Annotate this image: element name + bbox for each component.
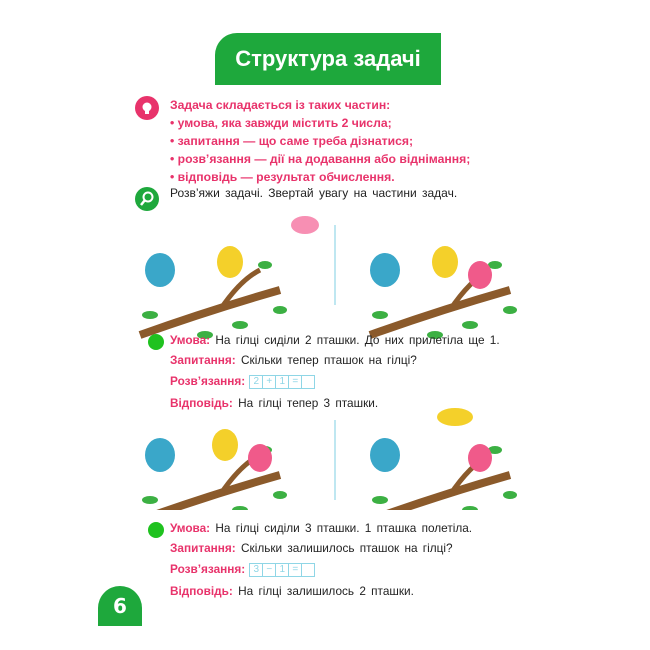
condition-text: На гілці сиділи 3 пташки. 1 пташка полетіла. [215, 521, 473, 535]
condition-text: На гілці сиділи 2 пташки. До них прилетіла ще 1. [215, 333, 500, 347]
solution-cell: = [288, 563, 302, 577]
page-title: Структура задачі [215, 33, 441, 85]
answer-text: На гілці залишилось 2 пташки. [238, 583, 414, 598]
solution-boxes [249, 563, 314, 577]
task-instruction: Розв’яжи задачі. Звертай увагу на частини задач. [170, 186, 458, 200]
flying-bird [291, 216, 319, 234]
solution-cell: = [288, 375, 302, 389]
solution-cell: 1 [275, 563, 289, 577]
scene-4 [370, 438, 517, 510]
lightbulb-icon [135, 96, 159, 120]
solution-cell: − [262, 563, 276, 577]
scene-2 [370, 246, 517, 339]
problem-bullet [148, 334, 164, 350]
rule-item: • умова, яка завжди містить 2 числа; [170, 116, 392, 130]
answer-label: Відповідь: [170, 583, 233, 598]
solution-cell [301, 563, 315, 577]
condition-label: Умова: [170, 333, 211, 347]
scene-3 [140, 429, 287, 510]
solution-cell: 1 [275, 375, 289, 389]
scene-1 [140, 246, 287, 339]
solution-cell: + [262, 375, 276, 389]
problem-1 [170, 331, 500, 413]
rule-heading: Задача складається із таких частин: [170, 98, 391, 112]
answer-text: На гілці тепер 3 пташки. [238, 395, 379, 410]
question-text: Скільки залишилось пташок на гілці? [241, 540, 453, 555]
problem-2 [170, 519, 472, 601]
page-number: 6 [98, 586, 142, 626]
answer-label: Відповідь: [170, 395, 233, 410]
solution-label: Розв’язання: [170, 374, 246, 388]
condition-label: Умова: [170, 521, 211, 535]
solution-cell: 3 [249, 563, 263, 577]
solution-label: Розв’язання: [170, 562, 246, 576]
solution-cell [301, 375, 315, 389]
rule-item: • відповідь — результат обчислення. [170, 170, 395, 184]
solution-cell: 2 [249, 375, 263, 389]
question-text: Скільки тепер пташок на гілці? [241, 352, 417, 367]
solution-boxes [249, 375, 314, 389]
rule-item: • запитання — що саме треба дізнатися; [170, 134, 414, 148]
question-label: Запитання: [170, 352, 236, 367]
problem-bullet [148, 522, 164, 538]
question-label: Запитання: [170, 540, 236, 555]
rule-item: • розв’язання — дії на додавання або віднімання; [170, 152, 471, 166]
rule-box [170, 96, 470, 186]
